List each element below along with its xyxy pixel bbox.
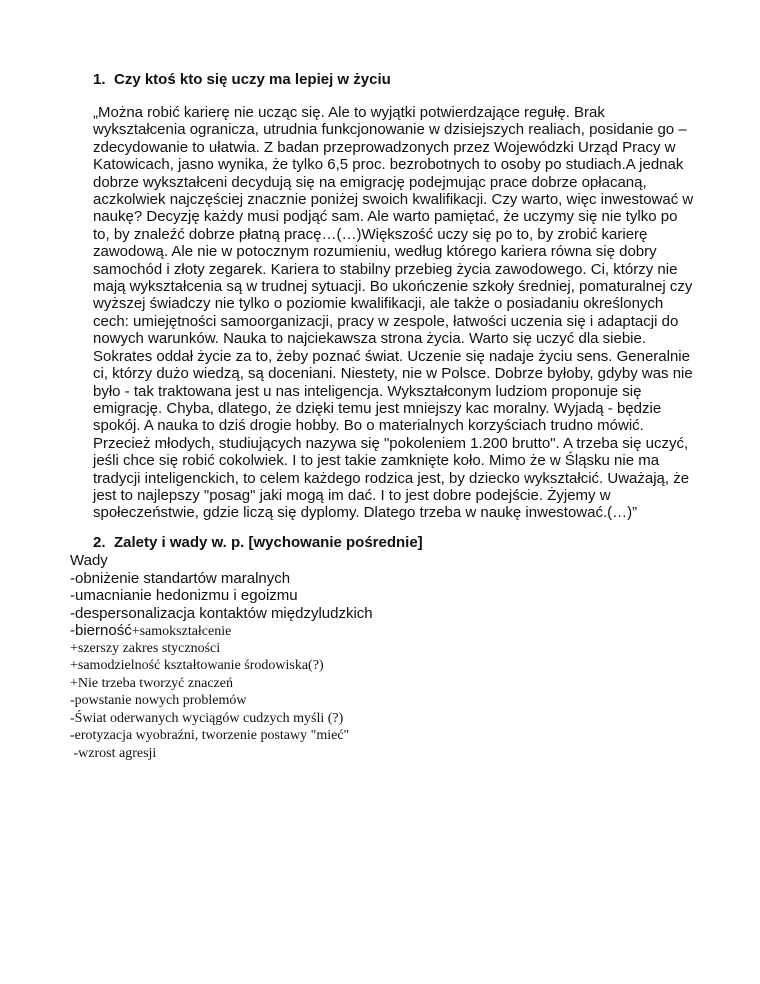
paragraph-line: zdecydowanie to ułatwia. Z badan przeprowadzonych przez Wojewódzki Urząd Pracy w <box>93 138 676 156</box>
paragraph-line: ci, którzy dużo wiedzą, są doceniani. Niestety, nie w Polsce. Dobrze byłoby, gdyby was nie <box>93 365 693 383</box>
list-item-part: -bierność <box>70 622 132 639</box>
section-1-title: Czy ktoś kto się uczy ma lepiej w życiu <box>114 71 391 88</box>
list-item: +samodzielność kształtowanie środowiska(?) <box>70 658 324 673</box>
paragraph-line: jeśli chce się robić cokolwiek. I to jest takie zamknięte koło. Mimo że w Śląsku nie ma <box>93 452 660 470</box>
paragraph-line: „Można robić karierę nie ucząc się. Ale to wyjątki potwierdzające regułę. Brak <box>93 104 605 121</box>
quote-paragraph <box>93 104 693 522</box>
pros-cons-list <box>70 552 710 762</box>
paragraph-line: Sokrates oddał życie za to, żeby poznać świat. Uczenie się nadaje życiu sens. Generalnie <box>93 347 690 365</box>
paragraph-line: społeczeństwie, gdzie liczą się dyplomy. Dlatego trzeba w naukę inwestować.(…)” <box>93 504 638 522</box>
paragraph-line: zawodową. Ale nie w potocznym rozumieniu, według którego kariera równa się dobry <box>93 243 657 261</box>
list-item: -despersonalizacja kontaktów międzyludzkich <box>70 604 373 622</box>
paragraph-line: wyższej świadczy nie tylko o poziomie kwalifikacji, ale także o posiadaniu określonych <box>93 295 664 313</box>
list-label-wady: Wady <box>70 552 108 569</box>
list-item: -umacnianie hedonizmu i egoizmu <box>70 587 298 604</box>
paragraph-line: wykształcenia ogranicza, utrudnia funkcjonowanie w dzisiejszych realiach, posidanie go – <box>93 121 687 139</box>
paragraph-line: cech: umiejętności samoorganizacji, pracy w zespole, łatwości uczenia się i adaptacji do <box>93 312 679 330</box>
paragraph-line: tradycji inteligenckich, to celem każdego rodzica jest, by dziecko wykształcić. Uważają, że <box>93 469 690 487</box>
list-item <box>70 622 710 640</box>
section-2-heading <box>93 534 423 552</box>
paragraph-line: nowych warunków. Nauka to najciekawsza strona życia. Warto się uczyć dla siebie. <box>93 330 647 348</box>
paragraph-line: samochód i złoty zegarek. Kariera to stabilny przebieg życia zawodowego. Ci, którzy nie <box>93 260 678 278</box>
section-2-number: 2. <box>93 534 106 551</box>
paragraph-line: mają wykształcenia są w trudnej sytuacji. Bo ukończenie szkoły średniej, pomaturalnej czy <box>93 278 693 296</box>
section-1-heading <box>93 71 391 89</box>
paragraph-line: emigrację. Chyba, dlatego, że dzięki temu jest mniejszy kac moralny. Wyjadą - będzie <box>93 399 662 417</box>
list-item: -erotyzacja wyobraźni, tworzenie postawy "mieć" <box>70 728 350 743</box>
list-item: -obniżenie standartów maralnych <box>70 569 291 587</box>
paragraph-line: dobrze wykształceni decydują się na emigrację podejmując prace dobrze opłacaną, <box>93 173 647 191</box>
section-1-number: 1. <box>93 71 106 88</box>
list-item: +Nie trzeba tworzyć znaczeń <box>70 675 233 691</box>
list-item: +szerszy zakres styczności <box>70 640 221 656</box>
list-item: -wzrost agresji <box>70 745 157 761</box>
paragraph-line: to, by znaleźć dobrze płatną pracę…(…)Większość uczy się po to, by zrobić karierę <box>93 225 648 243</box>
section-2-title: Zalety i wady w. p. [wychowanie pośrednie] <box>114 534 423 551</box>
list-item: -powstanie nowych problemów <box>70 693 247 708</box>
list-item-part: +samokształcenie <box>131 624 232 639</box>
paragraph-line: spokój. A nauka to dziś drogie hobby. Bo o materialnych korzyściach trudno mówić. <box>93 417 644 435</box>
paragraph-line: naukę? Decyzję każdy musi podjąć sam. Ale warto pamiętać, że uczymy się nie tylko po <box>93 208 678 226</box>
paragraph-line: było - tak traktowana jest u nas inteligencja. Wykształconym ludziom proponuje się <box>93 382 642 400</box>
paragraph-line: Przecież młodych, studiujących nazywa się "pokoleniem 1.200 brutto". A trzeba się uczyć, <box>93 434 689 452</box>
paragraph-line: jest to najlepszy "posag" jaki mogą im dać. I to jest dobre podejście. Żyjemy w <box>93 486 611 504</box>
list-item: -Świat oderwanych wyciągów cudzych myśli (?) <box>70 710 344 726</box>
paragraph-line: aczkolwiek najczęściej znacznie poniżej swoich kwalifikacji. Czy warto, więc inwestować w <box>93 191 694 209</box>
paragraph-line: Katowicach, jasno wynika, że tylko 6,5 proc. bezrobotnych to osoby po studiach.A jednak <box>93 156 684 174</box>
